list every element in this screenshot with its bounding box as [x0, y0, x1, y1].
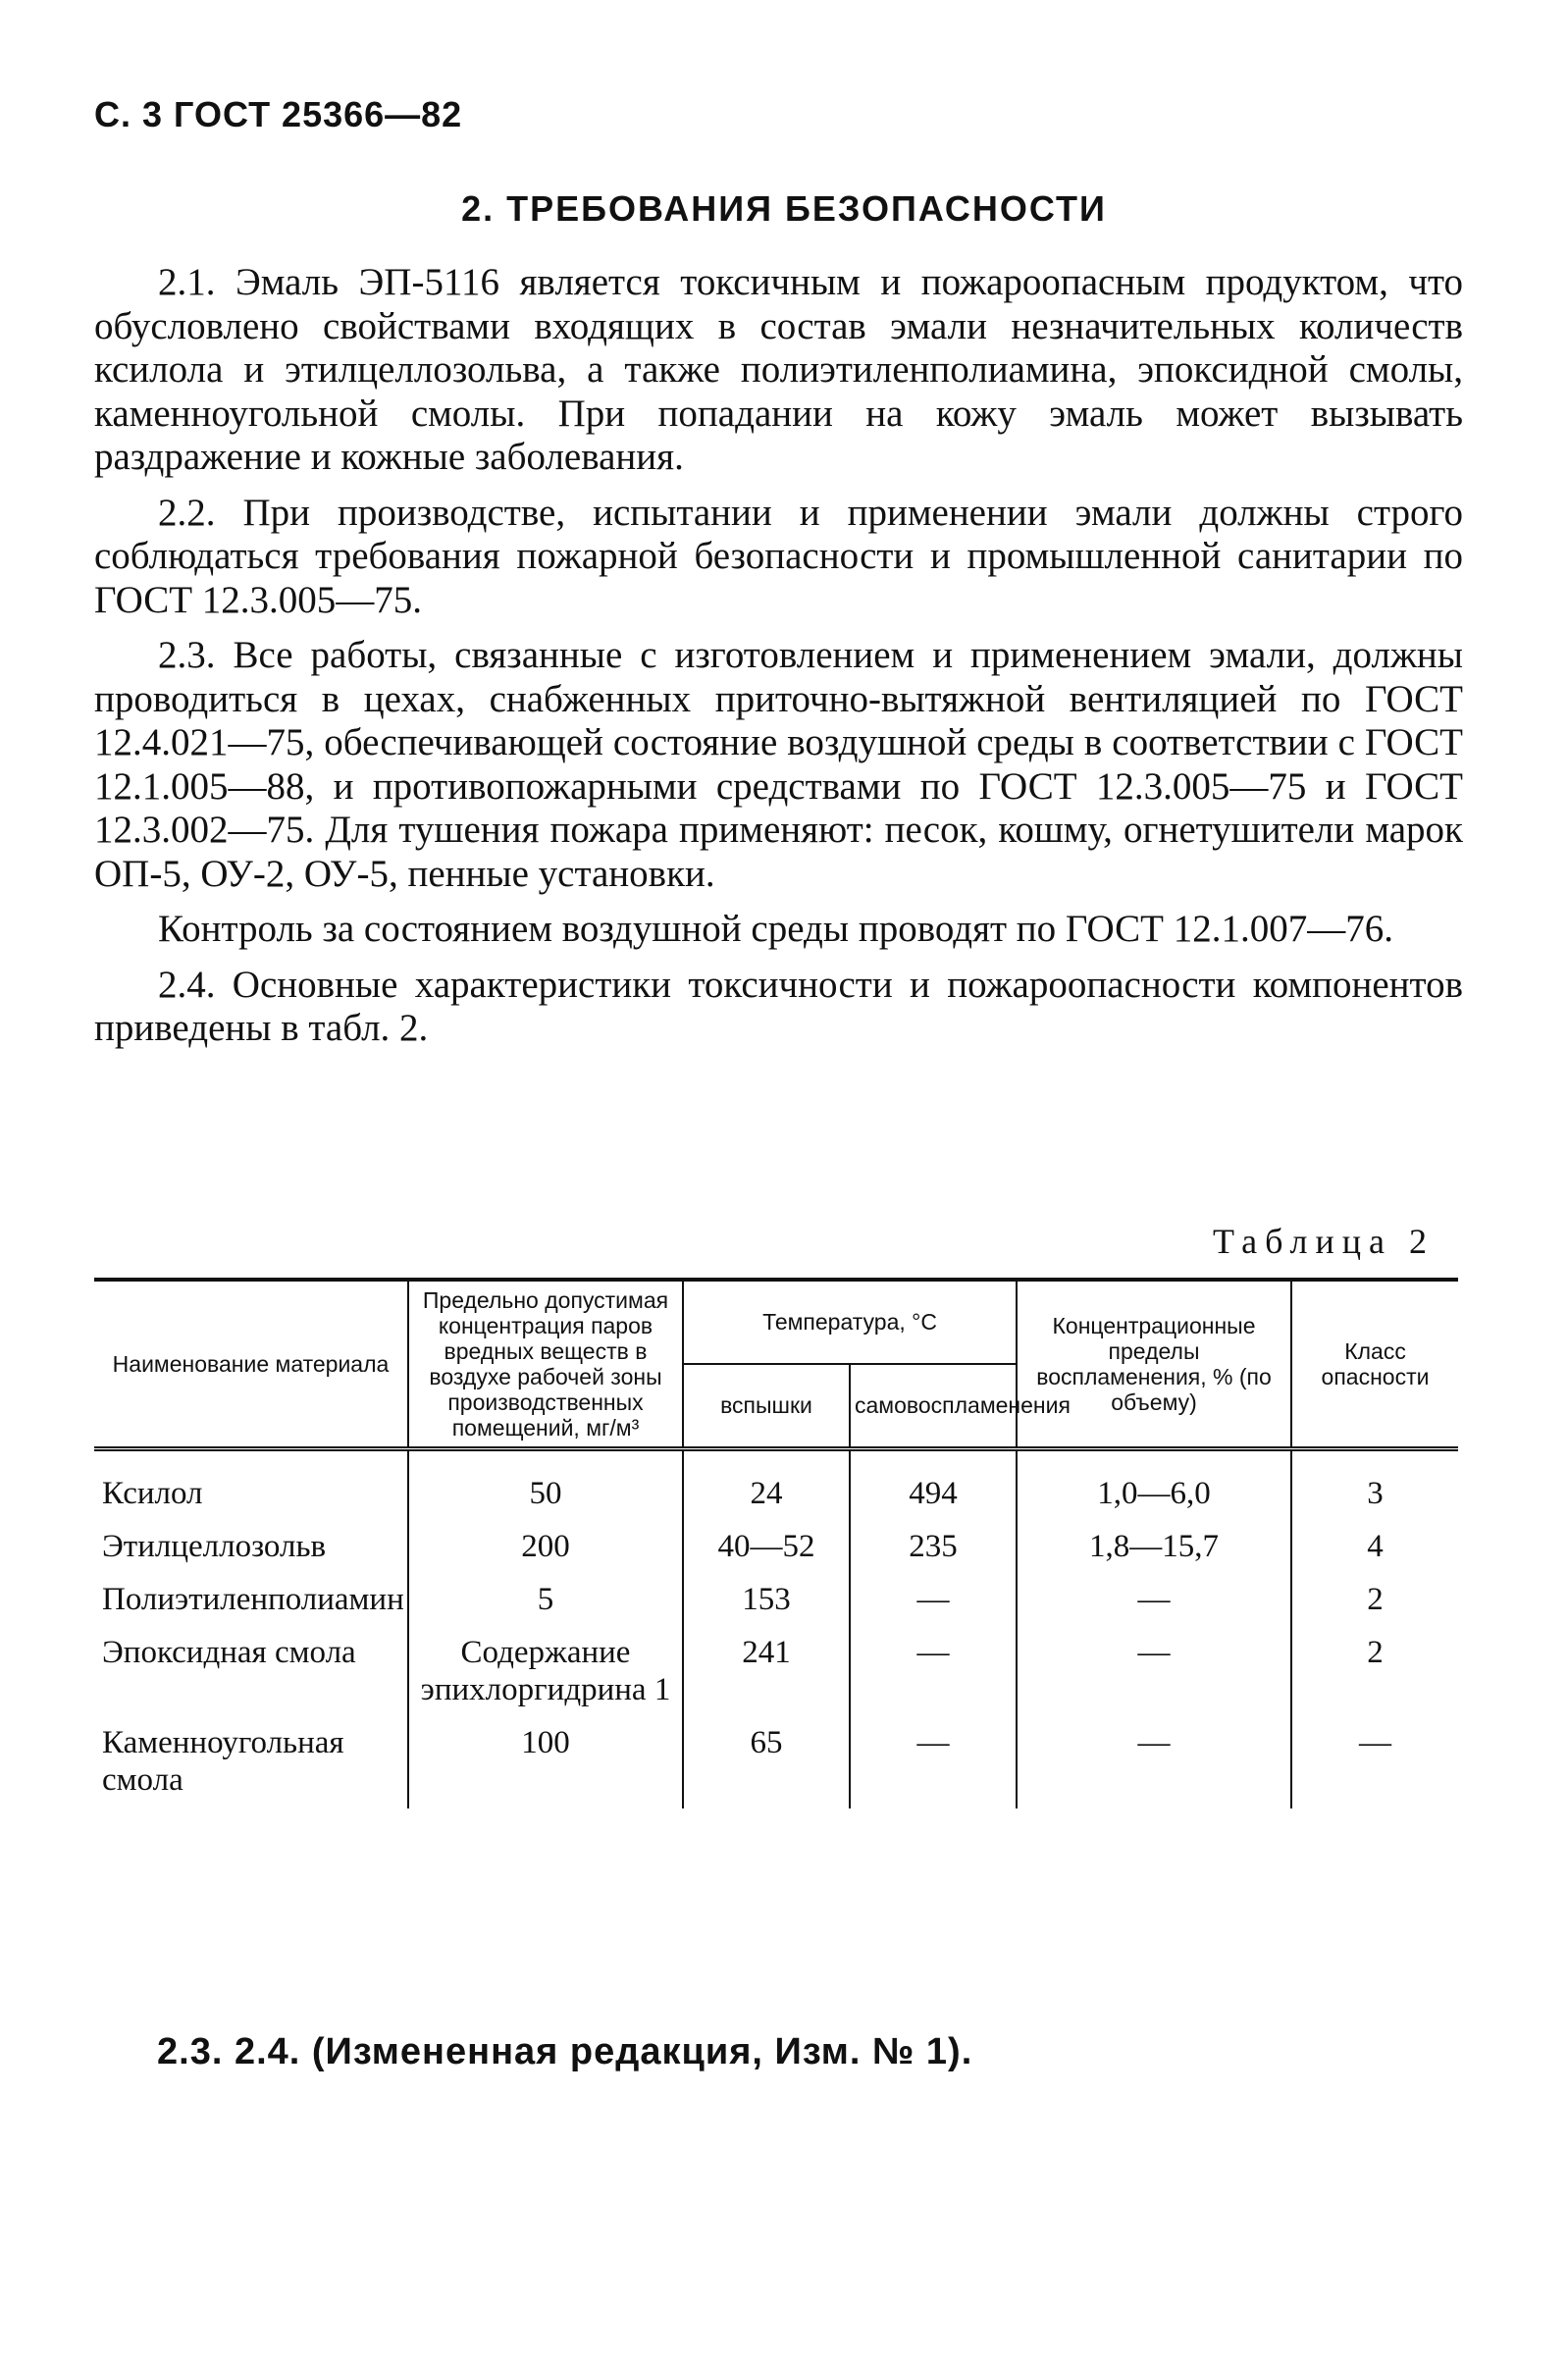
- header-material-name: Наименование материала: [94, 1280, 408, 1449]
- table-caption: Таблица 2: [1213, 1222, 1435, 1261]
- cell-hazard-class: 2: [1367, 1635, 1384, 1670]
- cell-limits: —: [1017, 1575, 1291, 1628]
- cell-flash: 65: [683, 1718, 850, 1808]
- cell-autoignition: —: [850, 1628, 1017, 1718]
- cell-name: Этилцеллозольв: [94, 1522, 408, 1575]
- table-row: [94, 1449, 1458, 1523]
- cell-pdk: Содержание эпихлоргидрина 1: [408, 1628, 683, 1718]
- cell-flash: 241: [683, 1628, 850, 1718]
- cell-name: Эпоксидная смола: [94, 1628, 408, 1718]
- paragraph-2-1: 2.1. Эмаль ЭП-5116 является токсичным и пожароопасным продуктом, что обусловлено свойствами входящих в состав эмали незначительных количеств ксилола и этилцеллозольва, а также полиэтиленполиамина, эпоксидной смолы, каменноугольной смолы. При попадании на кожу эмаль может вызывать раздражение и кожные заболевания.: [94, 261, 1463, 478]
- cell-hazard-class: 3: [1367, 1476, 1384, 1511]
- table-row: [94, 1628, 1458, 1718]
- header-hazard-class: Класс опасности: [1291, 1280, 1458, 1449]
- cell-hazard-class: —: [1359, 1725, 1392, 1760]
- table-row: [94, 1718, 1458, 1808]
- cell-limits: 1,8—15,7: [1017, 1522, 1291, 1575]
- cell-autoignition: —: [850, 1718, 1017, 1808]
- paragraph-2-3: 2.3. Все работы, связанные с изготовлением и применением эмали, должны проводиться в цехах, снабженных приточно-вытяжной вентиляцией по ГОСТ 12.4.021—75, обеспечивающей состояние воздушной среды в соответствии с ГОСТ 12.1.005—88, и противопожарными средствами по ГОСТ 12.3.005—75 и ГОСТ 12.3.002—75. Для тушения пожара применяют: песок, кошму, огнетушители марок ОП-5, ОУ-2, ОУ-5, пенные установки.: [94, 634, 1463, 895]
- cell-hazard-class: 4: [1367, 1529, 1384, 1564]
- cell-flash: 24: [683, 1449, 850, 1523]
- paragraph-control: Контроль за состоянием воздушной среды проводят по ГОСТ 12.1.007—76.: [158, 908, 1393, 950]
- header-pdk: Предельно допустимая концентрация паров вредных веществ в воздухе рабочей зоны производственных помещений, мг/м³: [408, 1280, 683, 1449]
- section-title: 2. ТРЕБОВАНИЯ БЕЗОПАСНОСТИ: [461, 188, 1107, 229]
- table-row: [94, 1522, 1458, 1575]
- cell-limits: —: [1017, 1718, 1291, 1808]
- cell-autoignition: 235: [850, 1522, 1017, 1575]
- cell-flash: 40—52: [683, 1522, 850, 1575]
- paragraph-2-4: 2.4. Основные характеристики токсичности и пожароопасности компонентов приведены в табл. 2.: [94, 963, 1463, 1049]
- table-row: [94, 1575, 1458, 1628]
- cell-hazard-class: 2: [1367, 1582, 1384, 1617]
- page-header: С. 3 ГОСТ 25366—82: [94, 94, 463, 134]
- cell-limits: 1,0—6,0: [1017, 1449, 1291, 1523]
- header-autoignition: самовоспламенения: [850, 1364, 1017, 1449]
- cell-pdk: 200: [408, 1522, 683, 1575]
- header-flash-point: вспышки: [683, 1364, 850, 1449]
- amendment-note: 2.3. 2.4. (Измененная редакция, Изм. № 1).: [157, 2031, 973, 2072]
- cell-pdk: 100: [408, 1718, 683, 1808]
- cell-pdk: 5: [408, 1575, 683, 1628]
- cell-flash: 153: [683, 1575, 850, 1628]
- hazard-table: [94, 1278, 1458, 1808]
- header-temperature: Температура, °С: [683, 1280, 1017, 1364]
- cell-name: Полиэтиленполиамин: [94, 1575, 408, 1628]
- cell-pdk: 50: [408, 1449, 683, 1523]
- cell-name: Каменноугольная смола: [94, 1718, 408, 1808]
- section-body: [94, 261, 1463, 1063]
- cell-autoignition: 494: [850, 1449, 1017, 1523]
- paragraph-2-2: 2.2. При производстве, испытании и применении эмали должны строго соблюдаться требования пожарной безопасности и промышленной санитарии по ГОСТ 12.3.005—75.: [94, 491, 1463, 621]
- cell-name: Ксилол: [94, 1449, 408, 1523]
- cell-limits: —: [1017, 1628, 1291, 1718]
- header-ignition-limits: Концентрационные пределы воспламенения, % (по объему): [1017, 1280, 1291, 1449]
- cell-autoignition: —: [850, 1575, 1017, 1628]
